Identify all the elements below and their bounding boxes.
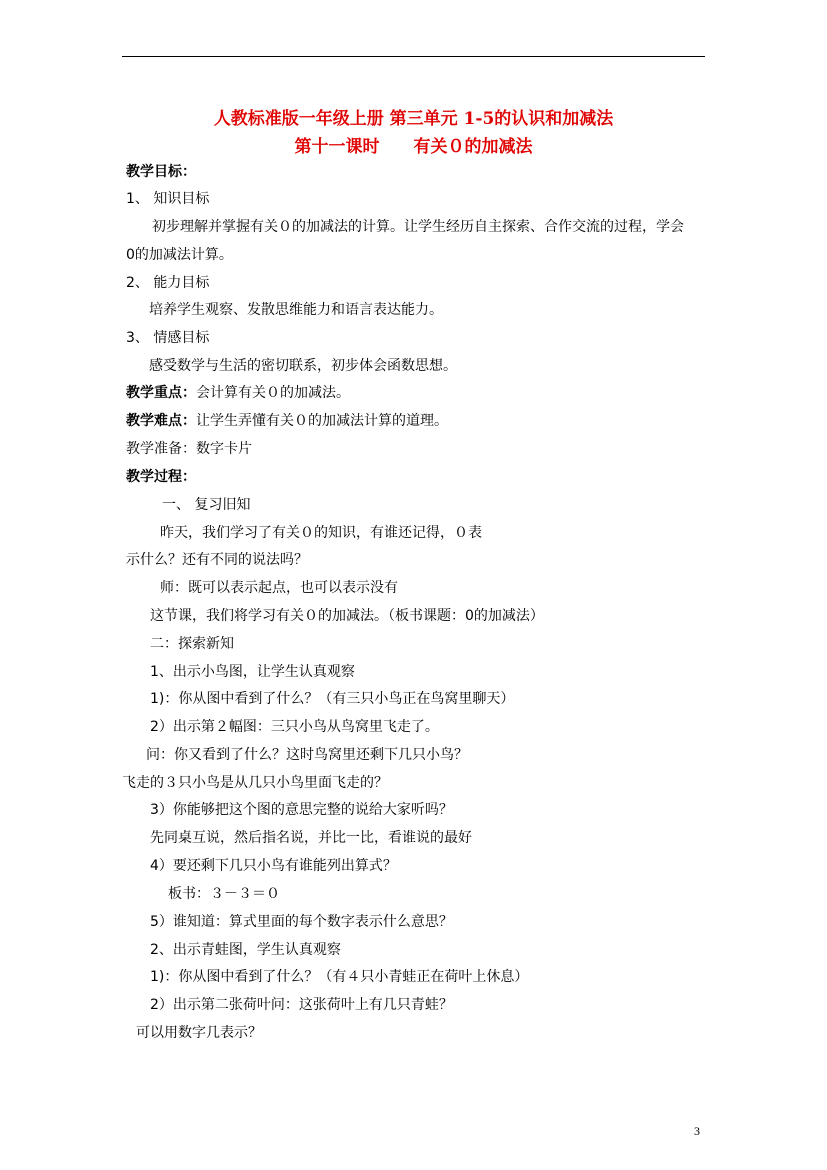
paragraph-line: 1、出示小鸟图，让学生认真观察 xyxy=(150,664,355,680)
header-rule xyxy=(122,56,705,57)
paragraph-line: 1)：你从图中看到了什么？（有三只小鸟正在鸟窝里聊天） xyxy=(150,691,515,707)
paragraph-line: 问：你又看到了什么？这时鸟窝里还剩下几只小鸟？ xyxy=(146,747,468,763)
difficulty-line xyxy=(126,412,448,430)
key-point-line xyxy=(126,384,350,402)
key-point-text: 会计算有关０的加减法。 xyxy=(196,385,350,401)
section-heading-objectives: 教学目标： xyxy=(126,164,196,180)
document-subtitle: 第十一课时 有关０的加减法 xyxy=(294,137,533,157)
preparation-line: 教学准备：数字卡片 xyxy=(126,441,252,457)
paragraph-line: 2）出示第二张荷叶问：这张荷叶上有几只青蛙？ xyxy=(150,997,453,1013)
key-point-label: 教学重点： xyxy=(126,385,196,401)
section-heading-process: 教学过程： xyxy=(126,469,196,485)
paragraph-line: 1)：你从图中看到了什么？（有４只小青蛙正在荷叶上休息） xyxy=(150,969,529,985)
paragraph-line: 2）出示第２幅图：三只小鸟从鸟窝里飞走了。 xyxy=(150,719,439,735)
difficulty-label: 教学难点： xyxy=(126,413,196,429)
paragraph-line: 可以用数字几表示？ xyxy=(136,1025,262,1041)
paragraph-line: 2、出示青蛙图，学生认真观察 xyxy=(150,942,341,958)
paragraph-line: 示什么？还有不同的说法吗？ xyxy=(126,552,308,568)
objective-knowledge-text: 初步理解并掌握有关０的加减法的计算。让学生经历自主探索、合作交流的过程，学会 xyxy=(152,219,684,235)
step-explore-heading: 二：探索新知 xyxy=(150,636,234,652)
board-formula: 板书：３－３＝０ xyxy=(168,886,280,902)
paragraph-line: 5）谁知道：算式里面的每个数字表示什么意思？ xyxy=(150,914,453,930)
objective-emotion-text: 感受数学与生活的密切联系，初步体会函数思想。 xyxy=(149,358,457,374)
objective-ability-text: 培养学生观察、发散思维能力和语言表达能力。 xyxy=(149,302,443,318)
objective-knowledge-heading: 1、 知识目标 xyxy=(126,191,210,207)
paragraph-line: 4）要还剩下几只小鸟有谁能列出算式？ xyxy=(150,858,397,874)
paragraph-line: 师：既可以表示起点，也可以表示没有 xyxy=(160,580,398,596)
difficulty-text: 让学生弄懂有关０的加减法计算的道理。 xyxy=(196,413,448,429)
step-review-heading: 一、 复习旧知 xyxy=(162,497,251,513)
paragraph-line: 昨天，我们学习了有关０的知识，有谁还记得，０表 xyxy=(160,525,482,541)
paragraph-line: 飞走的３只小鸟是从几只小鸟里面飞走的？ xyxy=(122,775,388,791)
objective-ability-heading: 2、 能力目标 xyxy=(126,275,210,291)
page-number: 3 xyxy=(694,1124,700,1138)
paragraph-line: 3）你能够把这个图的意思完整的说给大家听吗？ xyxy=(150,802,453,818)
paragraph-line: 这节课，我们将学习有关０的加减法。（板书课题：0的加减法） xyxy=(150,608,544,624)
objective-emotion-heading: 3、 情感目标 xyxy=(126,330,210,346)
paragraph-line: 先同桌互说，然后指名说，并比一比，看谁说的最好 xyxy=(150,830,472,846)
document-title: 人教标准版一年级上册 第三单元 1-5的认识和加减法 xyxy=(213,109,614,129)
objective-knowledge-text-cont: 0的加减法计算。 xyxy=(126,247,233,263)
